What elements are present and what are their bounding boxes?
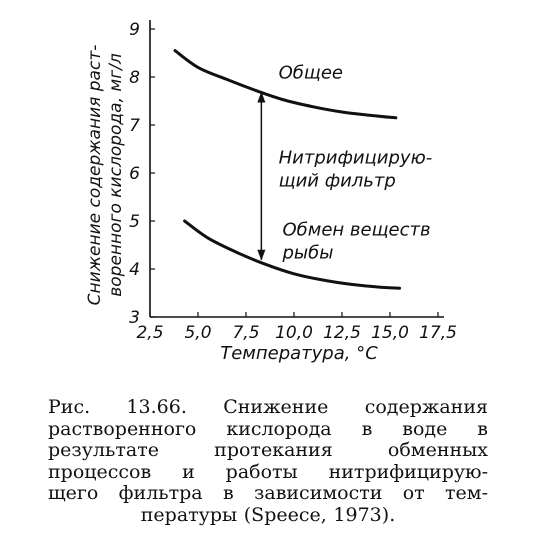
y-tick-label: 4 — [129, 260, 140, 280]
caption-line — [48, 397, 488, 419]
annotation-label: Обмен веществ — [282, 219, 431, 241]
caption-word: кислорода — [226, 417, 332, 440]
x-tick-label: 5,0 — [184, 323, 212, 343]
caption-word: обменных — [387, 439, 488, 461]
caption-word: протекания — [214, 439, 333, 461]
caption-word: Рис. — [48, 396, 91, 418]
annotation-label: Общее — [278, 62, 344, 84]
caption-word: нитрифицирую- — [328, 460, 488, 483]
caption-word: фильтра — [118, 482, 203, 504]
x-axis-label: Температура, °C — [220, 343, 378, 364]
caption-word: в — [222, 482, 234, 504]
caption-word: в — [477, 417, 488, 440]
caption-word: и — [182, 460, 195, 483]
y-tick-label: 3 — [129, 308, 140, 328]
caption-word: (Speece, — [243, 503, 327, 526]
caption-word: 13.66. — [126, 396, 187, 418]
y-tick-label: 7 — [129, 116, 140, 136]
x-tick-label: 12,5 — [323, 323, 361, 343]
caption-word: в — [361, 417, 373, 440]
y-tick-label: 6 — [129, 164, 140, 184]
caption-word: щего — [48, 482, 99, 504]
y-ticks — [129, 20, 155, 328]
caption-line — [48, 505, 488, 527]
x-tick-label: 17,5 — [419, 323, 457, 343]
caption-word: тем- — [445, 482, 488, 504]
caption-word: зависимости — [254, 482, 383, 504]
annotation-label: рыбы — [282, 242, 334, 264]
figure-caption — [48, 397, 488, 526]
x-tick-label: 2,5 — [136, 323, 164, 343]
x-tick-label: 7,5 — [232, 323, 260, 343]
caption-word: работы — [225, 460, 298, 483]
caption-word: воде — [402, 417, 448, 440]
annotation-label: Нитрифицирую- — [278, 147, 433, 169]
caption-word: 1973). — [333, 503, 396, 526]
caption-word: Снижение — [223, 396, 329, 418]
y-tick-label: 8 — [129, 68, 140, 88]
caption-line — [48, 483, 488, 505]
y-tick-label: 5 — [129, 212, 140, 232]
series-line — [175, 51, 396, 118]
caption-line — [48, 440, 488, 462]
y-axis-label — [85, 45, 126, 306]
caption-line — [48, 462, 488, 484]
annotation-label: щий фильтр — [278, 170, 396, 192]
caption-word: процессов — [48, 460, 152, 483]
annotations — [279, 62, 433, 263]
caption-word: содержания — [364, 396, 488, 418]
caption-line — [48, 419, 488, 441]
caption-word: растворенного — [48, 417, 197, 440]
x-tick-label: 15,0 — [371, 323, 409, 343]
caption-word: пературы — [140, 503, 238, 526]
y-tick-label: 9 — [129, 20, 140, 40]
caption-word: результате — [48, 439, 159, 461]
x-tick-label: 10,0 — [275, 323, 313, 343]
arrow-head-down — [257, 250, 265, 261]
y-axis-label-line-2: воренного кислорода, мг/л — [106, 53, 126, 297]
y-axis-label-line-1: Снижение содержания раст- — [85, 44, 105, 306]
caption-word: от — [402, 482, 425, 504]
